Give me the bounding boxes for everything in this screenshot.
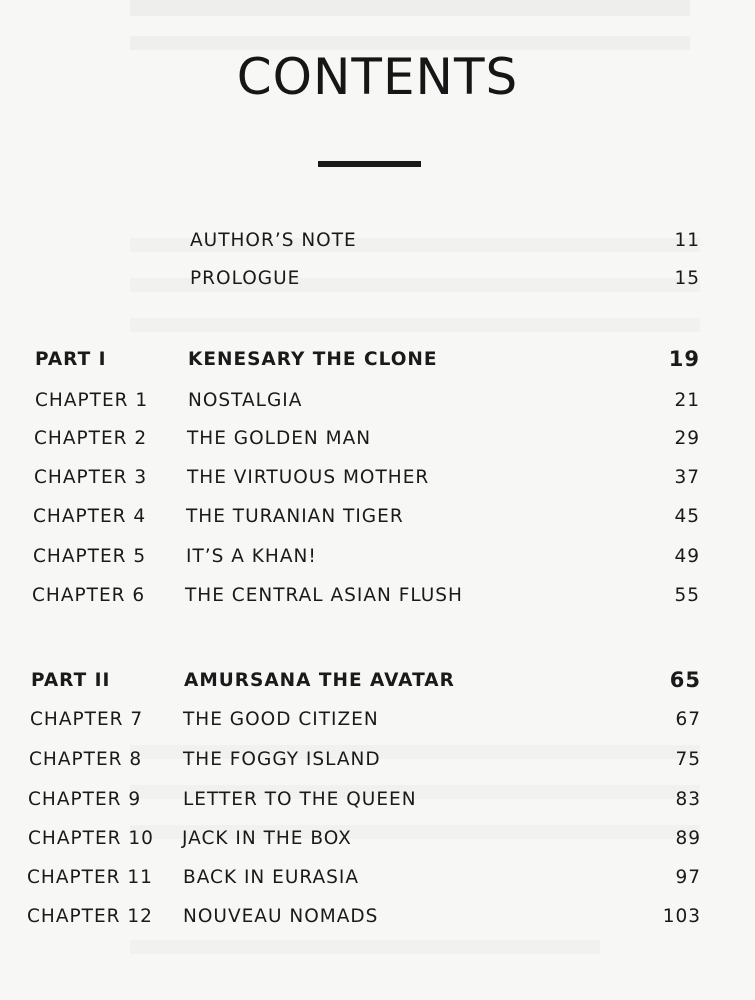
chapter-title: LETTER TO THE QUEEN (183, 789, 417, 810)
toc-part-2[interactable] (31, 670, 701, 700)
toc-chapter-3[interactable] (34, 467, 700, 497)
toc-chapter-9[interactable] (28, 789, 701, 819)
chapter-label: CHAPTER 6 (32, 585, 146, 606)
part-label: PART II (31, 670, 111, 691)
chapter-title: BACK IN EURASIA (183, 867, 359, 888)
chapter-label: CHAPTER 7 (30, 709, 144, 730)
toc-chapter-1[interactable] (35, 390, 700, 420)
chapter-page-number: 103 (662, 906, 701, 927)
chapter-title: NOSTALGIA (188, 390, 303, 411)
chapter-label: CHAPTER 4 (33, 506, 147, 527)
chapter-title: THE GOLDEN MAN (187, 428, 372, 449)
chapter-label: CHAPTER 10 (28, 828, 154, 849)
chapter-page-number: 29 (674, 428, 700, 449)
chapter-title: JACK IN THE BOX (182, 828, 352, 849)
chapter-label: CHAPTER 2 (34, 428, 148, 449)
toc-chapter-4[interactable] (33, 506, 700, 536)
entry-title: PROLOGUE (190, 268, 301, 289)
chapter-page-number: 83 (675, 789, 701, 810)
toc-chapter-8[interactable] (29, 749, 701, 779)
chapter-page-number: 89 (675, 828, 701, 849)
toc-chapter-7[interactable] (30, 709, 701, 739)
chapter-title: THE VIRTUOUS MOTHER (187, 467, 430, 488)
chapter-label: CHAPTER 9 (28, 789, 142, 810)
chapter-label: CHAPTER 12 (27, 906, 153, 927)
toc-chapter-11[interactable] (27, 867, 701, 897)
toc-entry-prologue[interactable] (190, 268, 700, 298)
toc-chapter-5[interactable] (33, 546, 700, 576)
show-through-line (130, 318, 700, 332)
part-label: PART I (35, 349, 107, 370)
toc-part-1[interactable] (35, 349, 700, 379)
toc-entry-authors-note[interactable] (190, 230, 700, 260)
show-through-line (130, 0, 690, 16)
chapter-label: CHAPTER 11 (27, 867, 153, 888)
part-title: AMURSANA THE AVATAR (184, 670, 455, 691)
toc-chapter-12[interactable] (27, 906, 701, 936)
chapter-title: NOUVEAU NOMADS (183, 906, 379, 927)
chapter-page-number: 75 (675, 749, 701, 770)
chapter-page-number: 45 (674, 506, 700, 527)
part-page-number: 19 (668, 347, 700, 371)
entry-page-number: 15 (674, 268, 700, 289)
title-underline (318, 161, 421, 167)
chapter-title: IT’S A KHAN! (186, 546, 317, 567)
chapter-label: CHAPTER 8 (29, 749, 143, 770)
entry-title: AUTHOR’S NOTE (190, 230, 357, 251)
entry-page-number: 11 (674, 230, 700, 251)
chapter-title: THE CENTRAL ASIAN FLUSH (185, 585, 463, 606)
chapter-label: CHAPTER 1 (35, 390, 149, 411)
chapter-page-number: 49 (674, 546, 700, 567)
chapter-label: CHAPTER 5 (33, 546, 147, 567)
chapter-page-number: 97 (675, 867, 701, 888)
toc-chapter-2[interactable] (34, 428, 700, 458)
part-title: KENESARY THE CLONE (188, 349, 438, 370)
chapter-title: THE GOOD CITIZEN (183, 709, 379, 730)
chapter-title: THE TURANIAN TIGER (186, 506, 404, 527)
chapter-page-number: 21 (674, 390, 700, 411)
chapter-page-number: 37 (674, 467, 700, 488)
show-through-line (130, 940, 600, 954)
page-title: CONTENTS (236, 48, 519, 106)
toc-chapter-6[interactable] (32, 585, 700, 615)
chapter-page-number: 55 (674, 585, 700, 606)
part-page-number: 65 (669, 668, 701, 692)
toc-chapter-10[interactable] (28, 828, 701, 858)
chapter-title: THE FOGGY ISLAND (183, 749, 381, 770)
chapter-label: CHAPTER 3 (34, 467, 148, 488)
chapter-page-number: 67 (675, 709, 701, 730)
